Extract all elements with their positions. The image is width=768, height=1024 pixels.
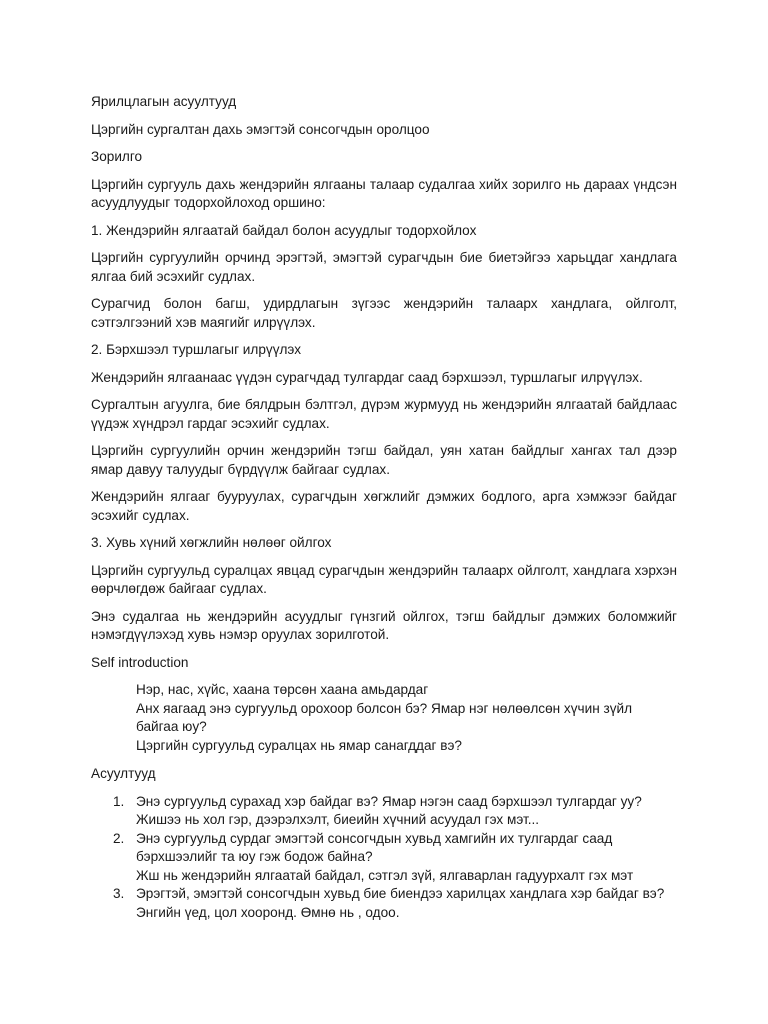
section-2-heading: 2. Бэрхшээл туршлагыг илрүүлэх xyxy=(91,342,301,357)
section-1-heading: 1. Жендэрийн ялгаатай байдал болон асуудлыг тодорхойлох xyxy=(91,222,477,238)
question-line: Жш нь жендэрийн ялгаатай байдал, сэтгэл зүй, ялгаварлан гадуурхалт гэх мэт xyxy=(136,867,634,883)
self-intro-line: байгаа юу? xyxy=(136,719,207,734)
section-2-paragraph-2: Сургалтын агуулга, бие бялдрын бэлтгэл, дүрэм журмууд нь жендэрийн ялгаатай байдлаас үүдэж хүндрэл гардаг эсэхийг судлах. xyxy=(91,397,677,431)
question-line: Энэ сургуульд сурдаг эмэгтэй сонсогчдын хувьд хамгийн их тулгардаг саад xyxy=(136,830,613,846)
self-intro-block xyxy=(91,681,677,755)
section-2-paragraph-1: Жендэрийн ялгаанаас үүдэн сурагчдад тулгардаг саад бэрхшээл, туршлагыг илрүүлэх. xyxy=(91,369,643,385)
section-3-paragraph-1: Цэргийн сургуульд суралцах явцад сурагчдын жендэрийн талаарх ойлголт, хандлага хэрхэн өөрчлөгдөж байгааг судлах. xyxy=(91,562,677,596)
self-intro-line: Нэр, нас, хүйс, хаана төрсөн хаана амьдардаг xyxy=(136,682,429,697)
question-line: Эрэгтэй, эмэгтэй сонсогчдын хувьд бие биендээ харилцах хандлага хэр байдаг вэ? xyxy=(136,886,665,901)
questions-heading: Асуултууд xyxy=(91,766,156,781)
goal-heading: Зорилго xyxy=(91,149,143,164)
question-number: 2. xyxy=(113,830,125,846)
section-1-paragraph-1: Цэргийн сургуулийн орчинд эрэгтэй, эмэгтэй сурагчдын бие биетэйгээ харьцдаг хандлага ялгаа бий эсэхийг судлах. xyxy=(91,250,677,284)
section-1-paragraph-2: Сурагчид болон багш, удирдлагын зүгээс жендэрийн талаарх хандлага, ойлголт, сэтгэлгээний хэв маягийг илрүүлэх. xyxy=(91,296,677,330)
question-line: Жишээ нь хол гэр, дээрэлхэлт, биеийн хүчний асуудал гэх мэт... xyxy=(136,812,540,827)
question-item xyxy=(91,793,677,830)
self-intro-heading: Self introduction xyxy=(91,654,189,670)
question-item xyxy=(91,885,677,922)
question-line: Энгийн үед, цол хооронд. Өмнө нь , одоо. xyxy=(136,904,400,920)
section-2-paragraph-4: Жендэрийн ялгааг бууруулах, сурагчдын хөгжлийг дэмжих бодлого, арга хэмжээг байдаг эсэхийг судлах. xyxy=(91,489,677,523)
self-intro-line: Анх яагаад энэ сургуульд орохоор болсон бэ? Ямар нэг нөлөөлсөн хүчин зүйл xyxy=(136,700,633,716)
section-2-paragraph-3: Цэргийн сургуулийн орчин жендэрийн тэгш байдал, уян хатан байдлыг хангах тал дээр ямар давуу талуудыг бүрдүүлж байгааг судлах. xyxy=(91,443,677,477)
self-intro-line: Цэргийн сургуульд суралцах нь ямар санагддаг вэ? xyxy=(136,737,462,753)
question-line: бэрхшээлийг та юу гэж бодож байна? xyxy=(136,849,373,864)
question-number: 1. xyxy=(113,793,125,809)
questions-list xyxy=(91,793,677,923)
section-3-heading: 3. Хувь хүний хөгжлийн нөлөөг ойлгох xyxy=(91,535,332,550)
question-item xyxy=(91,830,677,886)
question-number: 3. xyxy=(113,886,125,901)
document-title: Ярилцлагын асуултууд xyxy=(91,94,237,109)
goal-paragraph: Цэргийн сургууль дахь жендэрийн ялгааны талаар судалгаа хийх зорилго нь дараах үндсэн асуудлуудыг тодорхойлоход оршино: xyxy=(91,176,677,210)
section-3-paragraph-2: Энэ судалгаа нь жендэрийн асуудлыг гүнзгий ойлгох, тэгш байдлыг дэмжих боломжийг нэмэгдүүлэхэд хувь нэмэр оруулах зорилготой. xyxy=(91,608,677,642)
question-line: Энэ сургуульд сурахад хэр байдаг вэ? Ямар нэгэн саад бэрхшээл тулгардаг уу? xyxy=(136,793,642,809)
document-subtitle: Цэргийн сургалтан дахь эмэгтэй сонсогчдын оролцоо xyxy=(91,121,430,137)
